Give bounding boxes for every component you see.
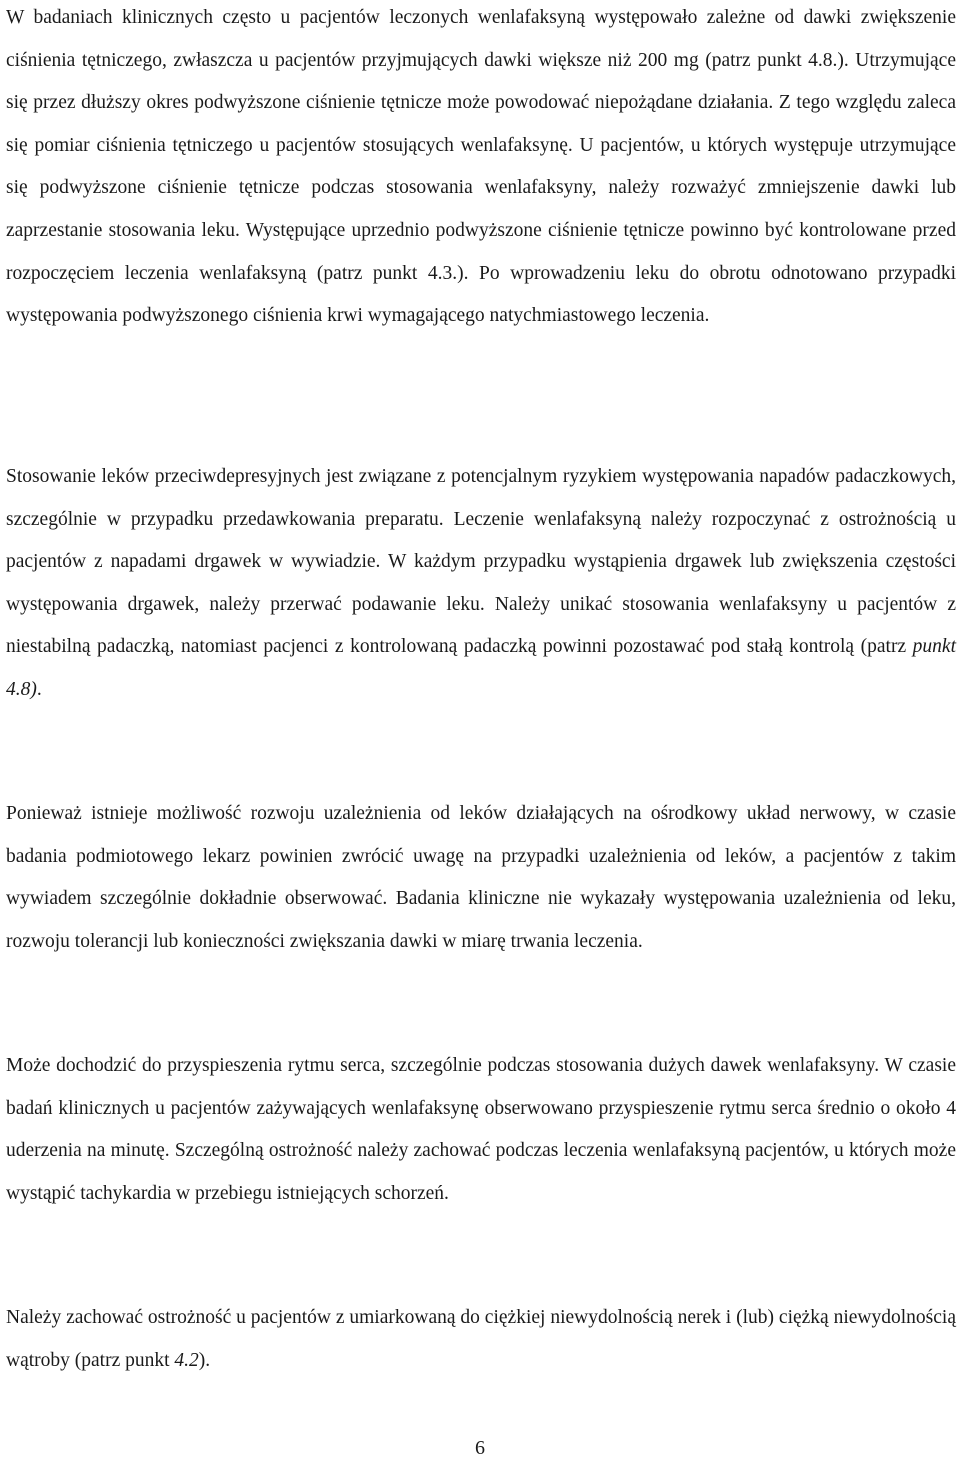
paragraph-seizures-ref: punkt 4.8) xyxy=(6,636,956,700)
paragraph-renal-hepatic-ref: 4.2 xyxy=(174,1349,199,1371)
page-number: 6 xyxy=(475,1437,485,1459)
paragraph-renal-hepatic-end: ). xyxy=(198,1349,211,1371)
paragraph-seizures-end: . xyxy=(36,678,42,700)
paragraph-heart-rate: Może dochodzić do przyspieszenia rytmu serca, szczególnie podczas stosowania dużych dawek wenlafaksyny. W czasie badań klinicznych u pacjentów zażywających wenlafaksynę obserwowano przyspieszenie rytmu serca średnio o około 4 uderzenia na minutę. Szczególną ostrożność należy zachować podczas leczenia wenlafaksyną pacjentów, u których może wystąpić tachykardia w przebiegu istniejących schorzeń. xyxy=(6,1055,956,1204)
paragraph-blood-pressure: W badaniach klinicznych często u pacjentów leczonych wenlafaksyną występowało zależne od dawki zwiększenie ciśnienia tętniczego, zwłaszcza u pacjentów przyjmujących dawki większe niż 200 mg (patrz punkt 4.8.). Utrzymujące się przez dłuższy okres podwyższone ciśnienie tętnicze może powodować niepożądane działania. Z tego względu zaleca się pomiar ciśnienia tętniczego u pacjentów stosujących wenlafaksynę. U pacjentów, u których występuje utrzymujące się podwyższone ciśnienie tętnicze podczas stosowania wenlafaksyny, należy rozważyć zmniejszenie dawki lub zaprzestanie stosowania leku. Występujące uprzednio podwyższone ciśnienie tętnicze powinno być kontrolowane przed rozpoczęciem leczenia wenlafaksyną (patrz punkt 4.3.). Po wprowadzeniu leku do obrotu odnotowano przypadki występowania podwyższonego ciśnienia krwi wymagającego natychmiastowego leczenia. xyxy=(6,7,956,327)
paragraph-seizures-text: Stosowanie leków przeciwdepresyjnych jest związane z potencjalnym ryzykiem występowania napadów padaczkowych, szczególnie w przypadku przedawkowania preparatu. Leczenie wenlafaksyną należy rozpoczynać z ostrożnością u pacjentów z napadami drgawek w wywiadzie. W każdym przypadku wystąpienia drgawek lub zwiększenia częstości występowania drgawek, należy przerwać podawanie leku. Należy unikać stosowania wenlafaksyny u pacjentów z niestabilną padaczką, natomiast pacjenci z kontrolowaną padaczką powinni pozostawać pod stałą kontrolą (patrz xyxy=(6,466,956,658)
paragraph-dependence: Ponieważ istnieje możliwość rozwoju uzależnienia od leków działających na ośrodkowy układ nerwowy, w czasie badania podmiotowego lekarz powinien zwrócić uwagę na przypadki uzależnienia od leków, a pacjentów z takim wywiadem szczególnie dokładnie obserwować. Badania kliniczne nie wykazały występowania uzależnienia od leku, rozwoju tolerancji lub konieczności zwiększania dawki w miarę trwania leczenia. xyxy=(6,803,956,952)
paragraph-renal-hepatic xyxy=(6,1297,956,1382)
paragraph-renal-hepatic-text: Należy zachować ostrożność u pacjentów z umiarkowaną do ciężkiej niewydolnością nerek i (lub) ciężką niewydolnością wątroby (patrz punkt xyxy=(6,1307,956,1371)
paragraph-seizures xyxy=(6,456,956,712)
